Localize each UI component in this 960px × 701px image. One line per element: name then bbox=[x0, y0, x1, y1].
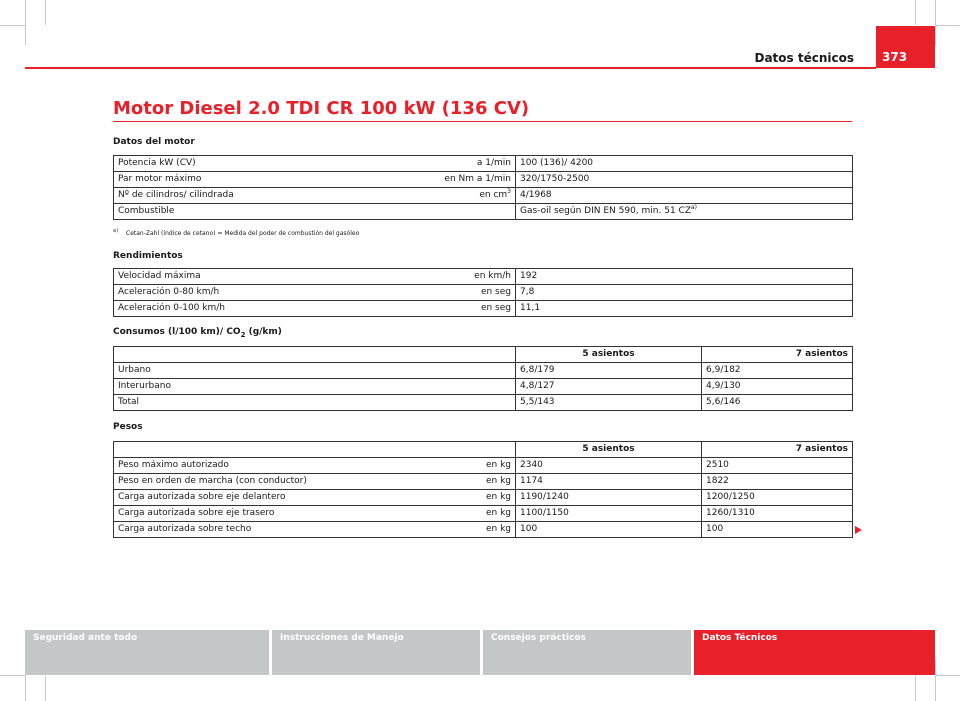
row-unit: a 1/min bbox=[294, 156, 516, 172]
table-header-row bbox=[114, 347, 853, 363]
row-value: 320/1750-2500 bbox=[516, 172, 853, 188]
page-title: Motor Diesel 2.0 TDI CR 100 kW (136 CV) bbox=[113, 98, 530, 119]
table-row bbox=[114, 458, 853, 474]
col-header-5-seats: 5 asientos bbox=[516, 347, 702, 363]
row-value-5-seats: 2340 bbox=[516, 458, 702, 474]
header-blank bbox=[364, 442, 516, 458]
table-row bbox=[114, 379, 853, 395]
row-unit: en kg bbox=[364, 474, 516, 490]
col-header-7-seats: 7 asientos bbox=[702, 347, 853, 363]
table-row bbox=[114, 156, 853, 172]
row-unit bbox=[294, 188, 516, 204]
footnote-mark: a) bbox=[113, 228, 119, 234]
page-number: 373 bbox=[876, 26, 935, 68]
rendimientos-table bbox=[113, 268, 853, 317]
row-label: Aceleración 0-100 km/h bbox=[114, 301, 294, 317]
row-label: Interurbano bbox=[114, 379, 516, 395]
motor-heading: Datos del motor bbox=[113, 137, 195, 147]
title-rule bbox=[113, 121, 852, 122]
table-row bbox=[114, 285, 853, 301]
row-label: Carga autorizada sobre eje delantero bbox=[114, 490, 364, 506]
row-value-7-seats: 1200/1250 bbox=[702, 490, 853, 506]
pesos-table bbox=[113, 441, 853, 538]
row-value-7-seats: 4,9/130 bbox=[702, 379, 853, 395]
row-unit: en seg bbox=[294, 285, 516, 301]
unit-text: en cm bbox=[479, 190, 508, 200]
crop-mark bbox=[0, 25, 25, 26]
crop-mark bbox=[935, 675, 960, 676]
row-value-5-seats: 1174 bbox=[516, 474, 702, 490]
value-text: Gas-oil según DIN EN 590, min. 51 CZ bbox=[520, 206, 691, 216]
footer-tab-datos-tecnicos[interactable]: Datos Técnicos bbox=[694, 630, 935, 675]
table-row bbox=[114, 188, 853, 204]
row-label: Peso en orden de marcha (con conductor) bbox=[114, 474, 364, 490]
row-value: 7,8 bbox=[516, 285, 853, 301]
row-value-7-seats: 100 bbox=[702, 522, 853, 538]
row-unit bbox=[294, 204, 516, 220]
row-label: Carga autorizada sobre eje trasero bbox=[114, 506, 364, 522]
table-header-row bbox=[114, 442, 853, 458]
crop-mark bbox=[45, 676, 46, 701]
row-value-5-seats: 1100/1150 bbox=[516, 506, 702, 522]
row-label: Velocidad máxima bbox=[114, 269, 294, 285]
header-blank bbox=[114, 347, 516, 363]
row-label: Par motor máximo bbox=[114, 172, 294, 188]
row-label: Combustible bbox=[114, 204, 294, 220]
footer-tab-seguridad[interactable]: Seguridad ante todo bbox=[25, 630, 269, 675]
row-value bbox=[516, 204, 853, 220]
header-blank bbox=[114, 442, 364, 458]
table-row bbox=[114, 395, 853, 411]
continue-arrow-icon bbox=[855, 526, 862, 534]
crop-mark bbox=[935, 660, 936, 701]
footnote bbox=[113, 228, 359, 237]
row-unit: en kg bbox=[364, 490, 516, 506]
crop-mark bbox=[0, 675, 25, 676]
motor-table bbox=[113, 155, 853, 220]
row-label: Peso máximo autorizado bbox=[114, 458, 364, 474]
header-rule bbox=[25, 67, 876, 69]
row-value-5-seats: 1190/1240 bbox=[516, 490, 702, 506]
row-value-7-seats: 1260/1310 bbox=[702, 506, 853, 522]
table-row bbox=[114, 363, 853, 379]
table-row bbox=[114, 522, 853, 538]
consumos-heading bbox=[113, 327, 282, 339]
crop-mark bbox=[935, 25, 960, 26]
row-value-5-seats: 4,8/127 bbox=[516, 379, 702, 395]
pesos-heading: Pesos bbox=[113, 422, 143, 432]
heading-text-end: (g/km) bbox=[245, 327, 282, 337]
row-unit: en seg bbox=[294, 301, 516, 317]
row-unit: en km/h bbox=[294, 269, 516, 285]
row-label: Total bbox=[114, 395, 516, 411]
row-label: Nº de cilindros/ cilindrada bbox=[114, 188, 294, 204]
table-row bbox=[114, 474, 853, 490]
row-unit: en kg bbox=[364, 506, 516, 522]
row-value: 100 (136)/ 4200 bbox=[516, 156, 853, 172]
row-label: Urbano bbox=[114, 363, 516, 379]
footer-tab-consejos[interactable]: Consejos prácticos bbox=[483, 630, 691, 675]
row-value: 4/1968 bbox=[516, 188, 853, 204]
footnote-text: Cetan-Zahl (índice de cetano) = Medida del poder de combustión del gasóleo bbox=[126, 230, 360, 237]
table-row bbox=[114, 269, 853, 285]
crop-mark bbox=[25, 0, 26, 45]
rendimientos-heading: Rendimientos bbox=[113, 251, 183, 261]
table-row bbox=[114, 301, 853, 317]
row-unit: en kg bbox=[364, 458, 516, 474]
crop-mark bbox=[915, 676, 916, 701]
footnote-ref: a) bbox=[690, 204, 698, 211]
row-label: Potencia kW (CV) bbox=[114, 156, 294, 172]
row-value-7-seats: 6,9/182 bbox=[702, 363, 853, 379]
consumos-table bbox=[113, 346, 853, 411]
footer-tab-instrucciones[interactable]: Instrucciones de Manejo bbox=[272, 630, 480, 675]
table-row bbox=[114, 204, 853, 220]
heading-subscript: 2 bbox=[240, 330, 246, 339]
row-value: 11,1 bbox=[516, 301, 853, 317]
table-row bbox=[114, 490, 853, 506]
row-unit: en Nm a 1/min bbox=[294, 172, 516, 188]
row-value-7-seats: 5,6/146 bbox=[702, 395, 853, 411]
col-header-5-seats: 5 asientos bbox=[516, 442, 702, 458]
row-value-7-seats: 1822 bbox=[702, 474, 853, 490]
row-value-5-seats: 6,8/179 bbox=[516, 363, 702, 379]
row-unit: en kg bbox=[364, 522, 516, 538]
section-header-title: Datos técnicos bbox=[754, 51, 854, 65]
row-value-7-seats: 2510 bbox=[702, 458, 853, 474]
heading-text: Consumos (l/100 km)/ CO bbox=[113, 327, 241, 337]
row-value-5-seats: 5,5/143 bbox=[516, 395, 702, 411]
row-value-5-seats: 100 bbox=[516, 522, 702, 538]
table-row bbox=[114, 172, 853, 188]
table-row bbox=[114, 506, 853, 522]
row-label: Aceleración 0-80 km/h bbox=[114, 285, 294, 301]
crop-mark bbox=[915, 0, 916, 25]
col-header-7-seats: 7 asientos bbox=[702, 442, 853, 458]
crop-mark bbox=[935, 0, 936, 45]
unit-superscript: 3 bbox=[507, 188, 511, 195]
crop-mark bbox=[45, 0, 46, 25]
row-value: 192 bbox=[516, 269, 853, 285]
row-label: Carga autorizada sobre techo bbox=[114, 522, 364, 538]
